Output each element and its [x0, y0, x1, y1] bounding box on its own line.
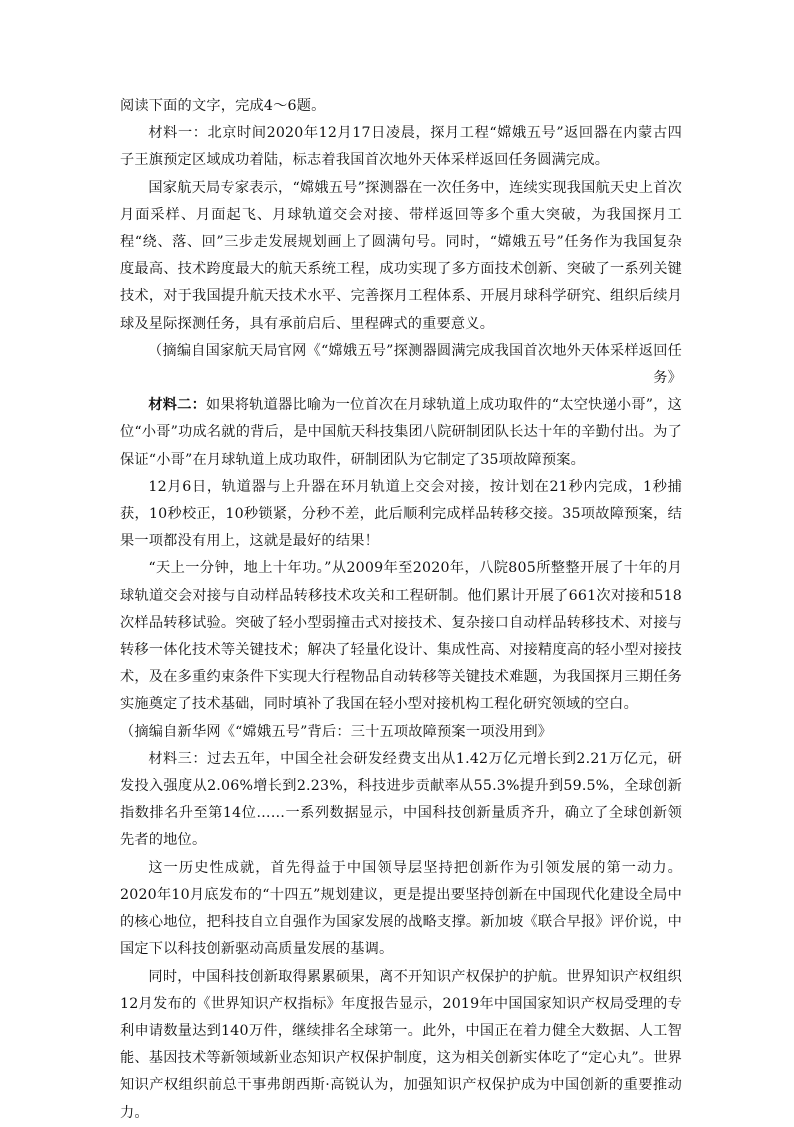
material-3-label: 材料三：: [148, 750, 207, 767]
material-1-paragraph-1: 材料一：北京时间2020年12月17日凌晨，探月工程“嫦娥五号”返回器在内蒙古四子王旗预定区域成功着陆，标志着我国首次地外天体采样返回任务圆满完成。: [120, 125, 682, 169]
material-2-label: 材料二：: [148, 397, 207, 414]
material-2-paragraph-1: 材料二：如果将轨道器比喻为一位首次在月球轨道上成功取件的“太空快递小哥”，这位“小哥”功成名就的背后，是中国航天科技集团八院研制团队长达十年的辛勤付出。为了保证“小哥”在月球轨道上成功取件，研制团队为它制定了35项故障预案。: [120, 397, 682, 468]
material-2-paragraph-3: “天上一分钟，地上十年功。”从2009年至2020年，八院805所整整开展了十年的月球轨道交会对接与自动样品转移技术攻关和工程研制。他们累计开展了661次对接和518次样品转移试验。突破了轻小型弱撞击式对接技术、复杂接口自动样品转移技术、对接与转移一体化技术等关键技术；解决了轻量化设计、集成性高、对接精度高的轻小型对接技术，及在多重约束条件下实现大行程物品自动转移等关键技术难题，为我国探月三期任务实施奠定了技术基础，同时填补了我国在轻小型对接机构工程化研究领域的空白。: [120, 560, 682, 713]
material-3-paragraph-2: 这一历史性成就，首先得益于中国领导层坚持把创新作为引领发展的第一动力。2020年10月底发布的“十四五”规划建议，更是提出要坚持创新在中国现代化建设全局中的核心地位，把科技自立自强作为国家发展的战略支撑。新加坡《联合早报》评价说，中国定下以科技创新驱动高质量发展的基调。: [120, 859, 682, 958]
material-1-paragraph-2: 国家航天局专家表示，“嫦娥五号”探测器在一次任务中，连续实现我国航天史上首次月面采样、月面起飞、月球轨道交会对接、带样返回等多个重大突破，为我国探月工程“绕、落、回”三步走发展规划画上了圆满句号。同时，“嫦娥五号”任务作为我国复杂度最高、技术跨度最大的航天系统工程，成功实现了多方面技术创新、突破了一系列关键技术，对于我国提升航天技术水平、完善探月工程体系、开展月球科学研究、组织后续月球及星际探测任务，具有承前启后、里程碑式的重要意义。: [120, 179, 682, 332]
material-1-source: （摘编自国家航天局官网《“嫦娥五号”探测器圆满完成我国首次地外天体采样返回任务》: [148, 342, 682, 387]
intro-line: 阅读下面的文字，完成4～6题。: [120, 98, 326, 114]
reading-passage: [120, 93, 682, 1127]
material-1-label: 材料一：: [148, 125, 208, 142]
material-2-source: （摘编自新华网《“嫦娥五号”背后：三十五项故障预案一项没用到》: [120, 723, 553, 740]
material-3-paragraph-3: 同时，中国科技创新取得累累硕果，离不开知识产权保护的护航。世界知识产权组织12月发布的《世界知识产权指标》年度报告显示，2019年中国国家知识产权局受理的专利申请数量达到140万件，继续排名全球第一。此外，中国正在着力健全大数据、人工智能、基因技术等新领域新业态知识产权保护制度，这为相关创新实体吃了“定心丸”。世界知识产权组织前总干事弗朗西斯·高锐认为，加强知识产权保护成为中国创新的重要推动力。: [120, 968, 682, 1121]
material-3-paragraph-1: 材料三：过去五年，中国全社会研发经费支出从1.42万亿元增长到2.21万亿元，研发投入强度从2.06%增长到2.23%，科技进步贡献率从55.3%提升到59.5%，全球创新指数排名升至第14位……一系列数据显示，中国科技创新量质齐升，确立了全球创新领先者的地位。: [120, 750, 682, 849]
material-2-paragraph-2: 12月6日，轨道器与上升器在环月轨道上交会对接，按计划在21秒内完成，1秒捕获，10秒校正，10秒锁紧，分秒不差，此后顺利完成样品转移交接。35项故障预案，结果一项都没有用上，这就是最好的结果！: [120, 478, 682, 550]
